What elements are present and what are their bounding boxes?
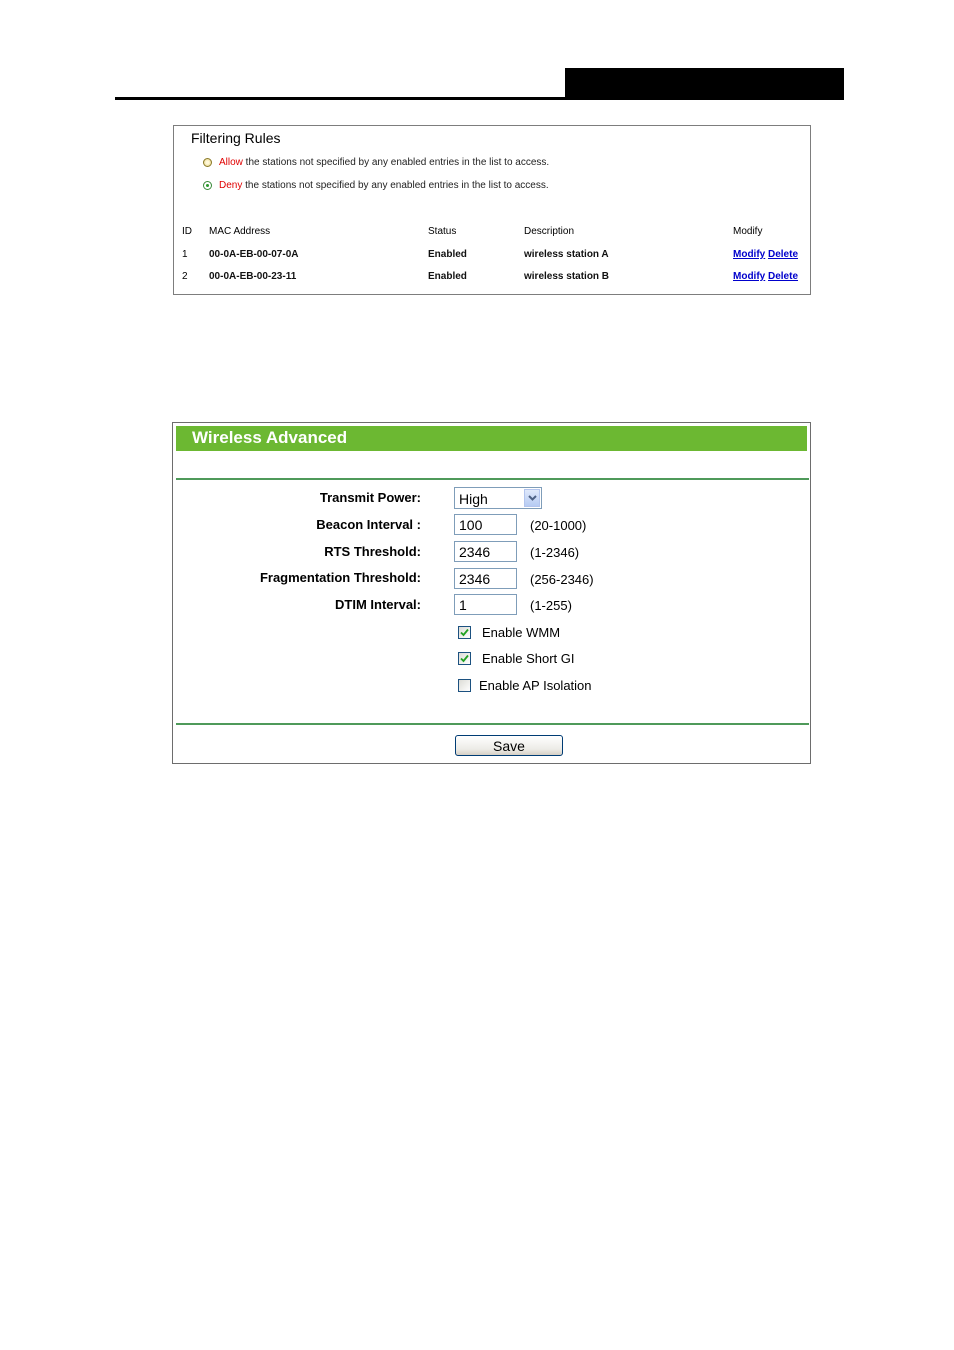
dtim-interval-label: DTIM Interval: [335,597,421,612]
row-2-modify-link[interactable]: Modify [733,271,766,282]
row-2-mac: 00-0A-EB-00-23-11 [209,271,297,282]
row-1-modify-link[interactable]: Modify [733,249,766,260]
transmit-power-select[interactable] [454,487,542,509]
page-header-rule [115,97,844,100]
row-2-delete-link[interactable]: Delete [768,271,799,282]
transmit-power-value: High [459,491,488,507]
enable-short-gi-label: Enable Short GI [482,651,575,666]
deny-keyword: Deny [219,180,243,191]
filtering-rules-title: Filtering Rules [191,130,281,146]
rts-threshold-range: (1-2346) [530,545,580,560]
enable-ap-isolation-checkbox[interactable] [458,679,471,692]
allow-keyword: Allow [219,157,243,168]
fragmentation-threshold-input[interactable] [454,568,517,589]
filtering-rules-panel [173,125,811,295]
row-1-status: Enabled [428,249,467,260]
col-description: Description [524,226,575,237]
rts-threshold-label: RTS Threshold: [324,544,421,559]
row-2-status: Enabled [428,271,467,282]
fragmentation-threshold-label: Fragmentation Threshold: [259,570,421,585]
row-2-actions [733,271,798,282]
deny-radio[interactable] [203,181,212,190]
rts-threshold-input[interactable] [454,541,517,562]
save-button[interactable]: Save [455,735,563,756]
col-modify: Modify [733,226,763,237]
row-1-actions [733,249,798,260]
beacon-interval-input[interactable] [454,514,517,535]
enable-short-gi-checkbox[interactable] [458,652,471,665]
deny-text: the stations not specified by any enabled entries in the list to access. [242,180,549,191]
allow-radio[interactable] [203,158,212,167]
wireless-advanced-panel [172,422,811,764]
bottom-divider [176,723,809,725]
page-header-block [565,68,844,99]
beacon-interval-label: Beacon Interval : [316,517,421,532]
col-status: Status [428,226,457,237]
wireless-advanced-title: Wireless Advanced [192,428,348,447]
row-1-description: wireless station A [524,249,609,260]
fragmentation-threshold-range: (256-2346) [530,572,594,587]
col-mac: MAC Address [209,226,271,237]
enable-wmm-checkbox[interactable] [458,626,471,639]
row-1-mac: 00-0A-EB-00-07-0A [209,249,299,260]
dtim-interval-input[interactable] [454,594,517,615]
row-2-id: 2 [182,271,188,282]
dtim-interval-range: (1-255) [530,598,572,613]
enable-wmm-label: Enable WMM [482,625,561,640]
rule-deny-option[interactable] [219,180,549,191]
beacon-interval-range: (20-1000) [530,518,587,533]
row-1-id: 1 [182,249,188,260]
row-1-delete-link[interactable]: Delete [768,249,799,260]
row-2-description: wireless station B [524,271,610,282]
wireless-advanced-header [176,426,807,451]
enable-ap-isolation-label: Enable AP Isolation [479,678,592,693]
top-divider [176,478,809,480]
allow-text: the stations not specified by any enabled entries in the list to access. [242,157,550,168]
transmit-power-label: Transmit Power: [319,490,421,505]
chevron-down-icon[interactable] [524,489,540,507]
rule-allow-option[interactable] [219,157,549,168]
col-id: ID [182,226,192,237]
